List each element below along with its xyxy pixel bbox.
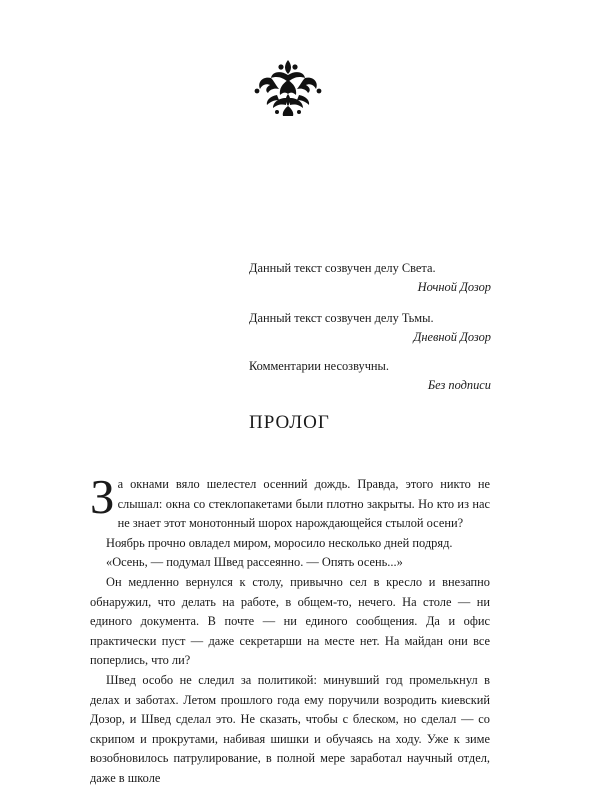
body-paragraph xyxy=(90,469,490,534)
chapter-title: ПРОЛОГ xyxy=(249,412,330,433)
body-paragraph: Швед особо не следил за политикой: минувший год промелькнул в делах и заботах. Летом прошлого года ему поручили возродить киевский Дозор, и Швед сделал это. Не сказать, чтобы с блеском, но сделал — со скрипом и прокрутами, набивая шишки и обучаясь на ходу. Уже к зиме возобновилось патрулирование, в полной мере заработал научный отдел, даже в школе xyxy=(90,672,490,785)
epigraph-signature: Дневной Дозор xyxy=(413,330,491,344)
epigraph-text: Данный текст созвучен делу Тьмы. xyxy=(249,311,434,325)
epigraph-text: Данный текст созвучен делу Света. xyxy=(249,261,436,275)
paragraph-text: а окнами вяло шелестел осенний дождь. Правда, этого никто не слышал: окна со стеклопакетами были плотно закрыты. Но кто из нас не знает этот монотонный шорох нарождающейся стылой осени? xyxy=(117,477,490,531)
epigraph-signature: Ночной Дозор xyxy=(417,280,491,294)
epigraph xyxy=(249,309,491,347)
body-paragraph: «Осень, — подумал Швед рассеянно. — Опять осень...» xyxy=(106,555,403,570)
body-paragraph: Он медленно вернулся к столу, привычно сел в кресло и внезапно обнаружил, что делать на работе, в общем-то, нечего. На столе — ни единого документа. В почте — ни единого сообщения. Да и офис практически пуст — даже секретарши на месте нет. На майдан они все поперлись, что ли? xyxy=(90,574,490,668)
epigraph-text: Комментарии несозвучны. xyxy=(249,359,389,373)
epigraph xyxy=(249,357,491,395)
drop-cap: З xyxy=(90,469,115,524)
chapter-body xyxy=(90,469,490,789)
floral-ornament-icon xyxy=(253,58,323,118)
epigraph xyxy=(249,259,491,297)
body-paragraph: Ноябрь прочно овладел миром, моросило несколько дней подряд. xyxy=(106,535,453,550)
epigraph-signature: Без подписи xyxy=(427,378,491,392)
